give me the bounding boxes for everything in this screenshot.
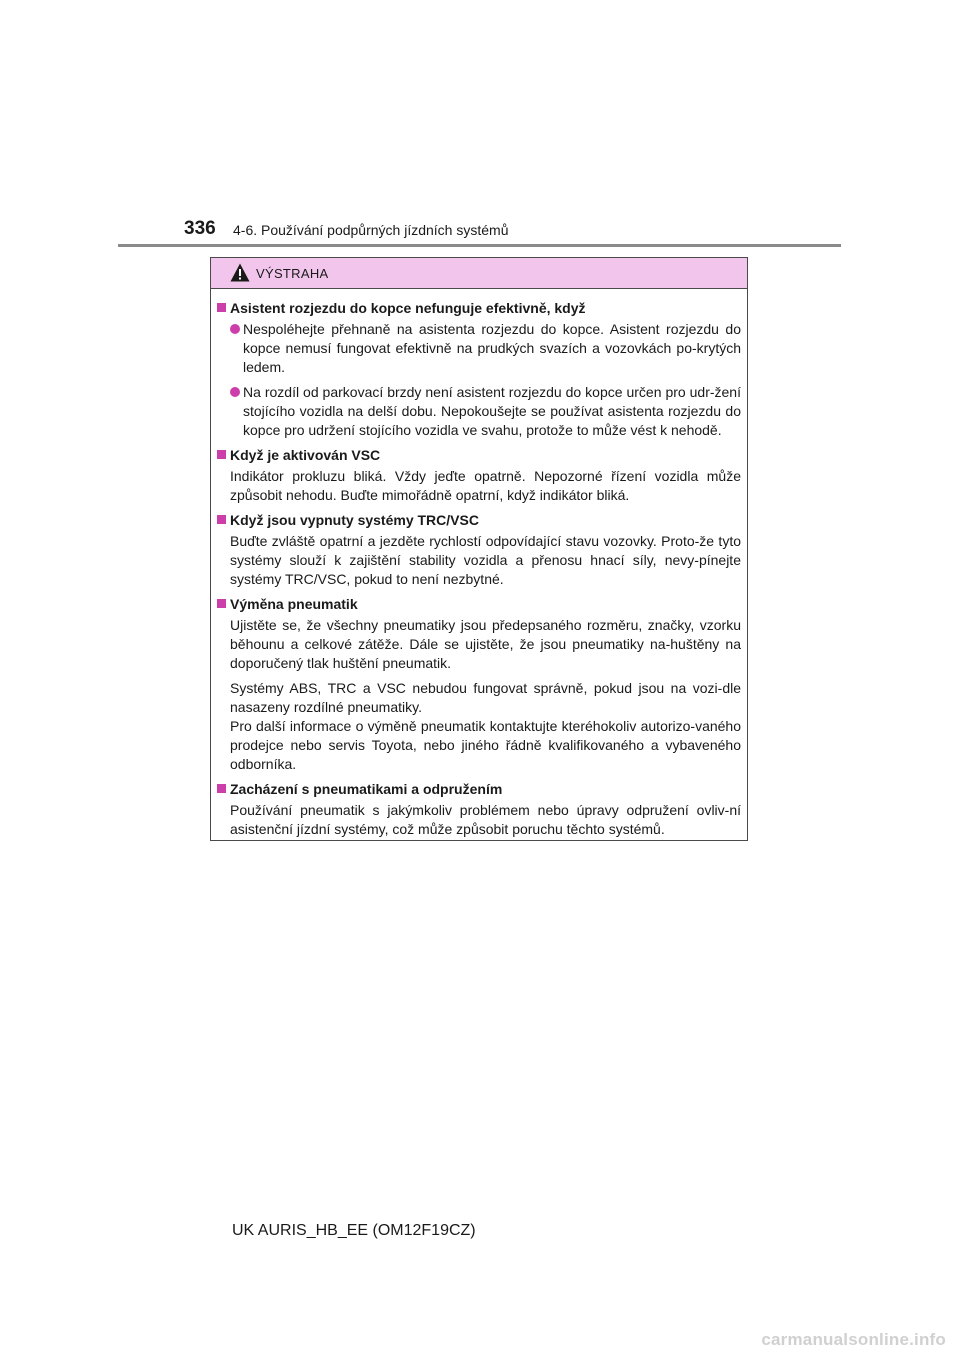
bullet-text: Na rozdíl od parkovací brzdy není asistent rozjezdu do kopce určen pro udr-žení stojícího vozidla na delší dobu. Nepokoušejte se používat asistenta rozjezdu do kopce pro udržení stojícího vozidla ve svahu, protože to může vést k nehodě. [243,384,741,438]
circle-bullet-icon [230,387,240,397]
bullet-item [230,383,741,440]
square-bullet-icon [217,450,226,459]
warning-section-tires-suspension [217,780,741,839]
square-bullet-icon [217,599,226,608]
paragraph: Ujistěte se, že všechny pneumatiky jsou předepsaného rozměru, značky, vzorku běhounu a celkové zátěže. Dále se ujistěte, že jsou pneumatiky na-huštěny na doporučený tlak huštění pneumatik. [230,617,741,671]
page-number: 336 [184,218,216,239]
warning-title: VÝSTRAHA [256,266,329,281]
paragraph: Buďte zvláště opatrní a jezděte rychlostí odpovídající stavu vozovky. Proto-že tyto systémy slouží k zajištění stability vozidla a přenosu hnací síly, nevy-pínejte systémy TRC/VSC, pokud to není nezbytné. [230,533,741,587]
document-code: UK AURIS_HB_EE (OM12F19CZ) [232,1222,476,1239]
watermark-logo: carmanualsonline.info [761,1330,946,1349]
warning-section-trc-vsc-off [217,511,741,589]
paragraph: Systémy ABS, TRC a VSC nebudou fungovat správně, pokud jsou na vozi-dle nasazeny rozdílné pneumatiky. [230,680,741,715]
section-heading: Když je aktivován VSC [217,446,741,465]
warning-section-hill-start [217,299,741,440]
bullet-item [230,320,741,377]
warning-box [210,257,748,841]
section-heading: Asistent rozjezdu do kopce nefunguje efektivně, když [217,299,741,318]
warning-triangle-icon [230,263,250,282]
square-bullet-icon [217,784,226,793]
paragraph: Pro další informace o výměně pneumatik kontaktujte kteréhokoliv autorizo-vaného prodejce nebo servis Toyota, nebo jiného řádně kvalifikovaného a vybaveného odborníka. [230,718,741,772]
section-heading: Když jsou vypnuty systémy TRC/VSC [217,511,741,530]
header-divider [118,244,841,247]
square-bullet-icon [217,303,226,312]
square-bullet-icon [217,515,226,524]
warning-section-tire-replacement [217,595,741,774]
warning-section-vsc-active [217,446,741,505]
paragraph: Indikátor prokluzu bliká. Vždy jeďte opatrně. Nepozorné řízení vozidla může způsobit nehodu. Buďte mimořádně opatrní, když indikátor bliká. [230,468,741,503]
paragraph: Používání pneumatik s jakýmkoliv problémem nebo úpravy odpružení ovliv-ní asistenční jízdní systémy, což může způsobit poruchu těchto systémů. [230,802,741,837]
section-heading: Výměna pneumatik [217,595,741,614]
section-heading: Zacházení s pneumatikami a odpružením [217,780,741,799]
circle-bullet-icon [230,324,240,334]
warning-body [211,289,747,839]
section-title: 4-6. Používání podpůrných jízdních systémů [233,222,509,238]
bullet-text: Nespoléhejte přehnaně na asistenta rozjezdu do kopce. Asistent rozjezdu do kopce nemusí fungovat efektivně na prudkých svazích a vozovkách po-krytých ledem. [243,321,741,375]
warning-header [211,258,747,289]
